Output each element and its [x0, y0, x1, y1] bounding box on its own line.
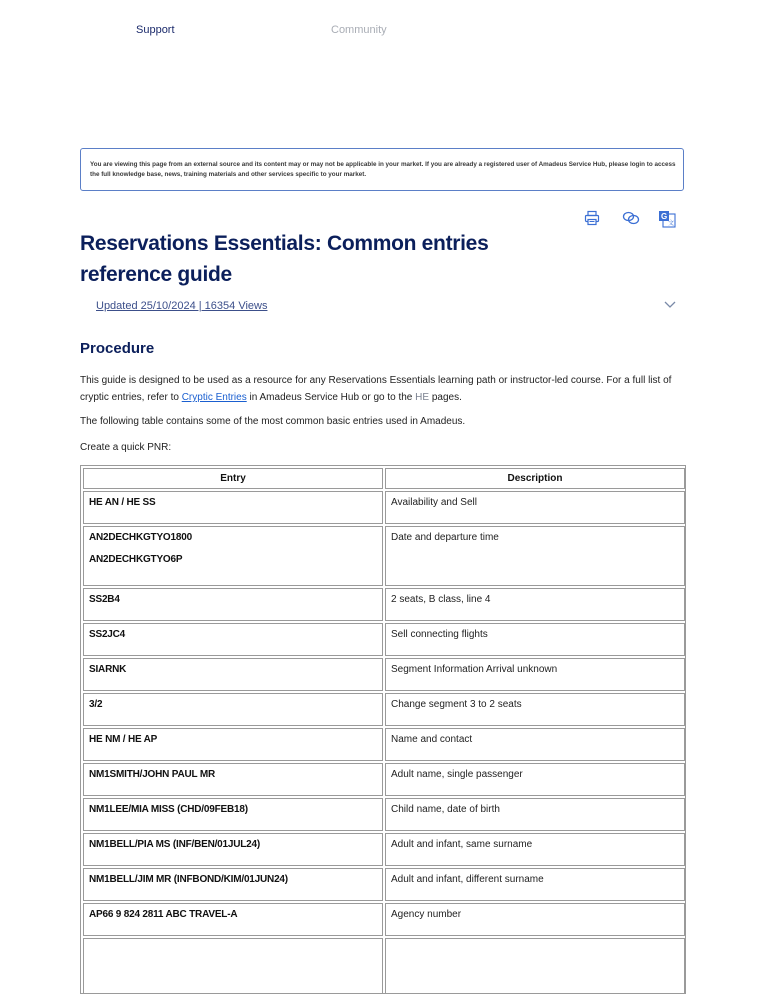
- translate-icon[interactable]: [658, 210, 676, 233]
- create-pnr-label: Create a quick PNR:: [80, 442, 172, 453]
- article-actions: [584, 210, 684, 230]
- intro-text-2: in Amadeus Service Hub or go to the: [246, 392, 416, 403]
- nav-support-link[interactable]: Support: [136, 24, 175, 36]
- description-cell: Segment Information Arrival unknown: [385, 658, 685, 691]
- entry-cell: HE NM / HE AP: [83, 728, 383, 761]
- cryptic-entries-link[interactable]: Cryptic Entries: [181, 392, 247, 403]
- description-cell: Agency number: [385, 903, 685, 936]
- entry-cell: NM1BELL/JIM MR (INFBOND/KIM/01JUN24): [83, 868, 383, 901]
- description-cell: Child name, date of birth: [385, 798, 685, 831]
- entry-line: AN2DECHKGTYO6P: [89, 554, 183, 565]
- description-cell: Name and contact: [385, 728, 685, 761]
- table-row: [83, 491, 685, 524]
- description-cell: Adult name, single passenger: [385, 763, 685, 796]
- entry-cell: SS2B4: [83, 588, 383, 621]
- he-reference: HE: [415, 392, 430, 403]
- print-icon[interactable]: [584, 210, 600, 231]
- intro-text-3: pages.: [429, 392, 462, 403]
- entry-cell: AP66 9 824 2811 ABC TRAVEL-A: [83, 903, 383, 936]
- entry-cell: NM1LEE/MIA MISS (CHD/09FEB18): [83, 798, 383, 831]
- description-cell: Availability and Sell: [385, 491, 685, 524]
- table-header-description: Description: [385, 468, 685, 489]
- entry-cell: 3/2: [83, 693, 383, 726]
- entry-cell: HE AN / HE SS: [83, 491, 383, 524]
- table-intro: The following table contains some of the most common basic entries used in Amadeus.: [80, 416, 466, 427]
- entry-cell: NM1BELL/PIA MS (INF/BEN/01JUL24): [83, 833, 383, 866]
- entries-table: [80, 465, 686, 994]
- table-row: [83, 798, 685, 831]
- table-row: [83, 623, 685, 656]
- table-row: [83, 763, 685, 796]
- link-icon[interactable]: [622, 210, 640, 231]
- description-cell: Change segment 3 to 2 seats: [385, 693, 685, 726]
- table-row: [83, 868, 685, 901]
- table-row: [83, 903, 685, 936]
- entry-cell: [83, 526, 383, 586]
- table-row: [83, 728, 685, 761]
- top-nav: [0, 24, 768, 40]
- chevron-down-icon[interactable]: [663, 298, 677, 310]
- description-cell: 2 seats, B class, line 4: [385, 588, 685, 621]
- table-row: [83, 833, 685, 866]
- article-meta[interactable]: Updated 25/10/2024 | 16354 Views: [96, 300, 268, 312]
- table-row: [83, 526, 685, 586]
- table-row: [83, 693, 685, 726]
- nav-community-link[interactable]: Community: [331, 24, 387, 36]
- description-cell: Sell connecting flights: [385, 623, 685, 656]
- description-cell: Adult and infant, same surname: [385, 833, 685, 866]
- table-row: [83, 658, 685, 691]
- page-title: Reservations Essentials: Common entries reference guide: [80, 232, 489, 286]
- description-cell: [385, 938, 685, 994]
- intro-paragraph: [80, 372, 690, 406]
- table-row: [83, 938, 685, 994]
- entry-cell: [83, 938, 383, 994]
- intro-text-1: This guide is designed to be used as a resource for any Reservations Essentials learning path or instructor-led course. For a full list of cryptic entries, refer to: [80, 375, 672, 403]
- entry-line: AN2DECHKGTYO1800: [89, 532, 192, 543]
- svg-text:G: G: [661, 212, 668, 221]
- entry-cell: SS2JC4: [83, 623, 383, 656]
- description-cell: Date and departure time: [385, 526, 685, 586]
- external-source-notice: You are viewing this page from an external source and its content may or may not be applicable in your market. If you are already a registered user of Amadeus Service Hub, please login to access the full knowledge base, news, training materials and other services specific to your market.: [80, 148, 684, 191]
- svg-text:文: 文: [668, 220, 675, 227]
- description-cell: Adult and infant, different surname: [385, 868, 685, 901]
- section-heading-procedure: Procedure: [80, 340, 155, 357]
- table-header-entry: Entry: [83, 468, 383, 489]
- entry-cell: SIARNK: [83, 658, 383, 691]
- entry-cell: NM1SMITH/JOHN PAUL MR: [83, 763, 383, 796]
- table-row: [83, 588, 685, 621]
